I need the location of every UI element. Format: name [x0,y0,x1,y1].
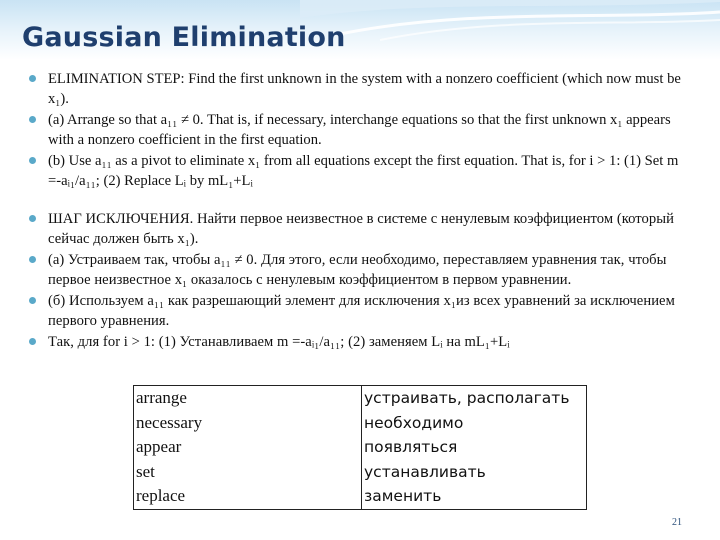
vocab-russian-word: заменить [364,487,442,505]
bullet-item [48,110,688,150]
bullet-dot-icon [29,256,36,263]
bullet-dot-icon [29,338,36,345]
bullet-text: (a) Arrange so that a₁₁ ≠ 0. That is, if necessary, interchange equations so that the first unknown x₁ appears with a nonzero coefficient in the first equation. [48,112,671,148]
bullet-item [48,291,688,331]
vocabulary-english-column [134,386,362,510]
bullet-item [48,332,688,352]
slide-title: Gaussian Elimination [22,22,346,53]
bullet-label: ШАГ ИСКЛЮЧЕНИЯ. [48,211,194,227]
bullet-item [48,69,688,109]
bullet-item [48,250,688,290]
bullet-text: Find the first unknown in the system with a nonzero coefficient (which now must be x₁). [48,71,681,107]
vocab-russian-word: устанавливать [364,462,486,481]
vocab-russian-word: устраивать, располагать [364,389,570,407]
english-bullet-list [48,69,688,192]
vocab-russian-word: необходимо [364,413,464,432]
vocab-russian-word: появляться [364,438,458,456]
bullet-dot-icon [29,75,36,82]
russian-bullet-list [48,209,688,353]
vocab-english-word: necessary [136,412,203,432]
vocab-english-word: appear [136,437,182,456]
bullet-item [48,209,688,249]
vocab-english-word: set [136,461,155,481]
bullet-item [48,151,688,191]
bullet-text: (b) Use a₁₁ as a pivot to eliminate x₁ from all equations except the first equation. That is, for i > 1: (1) Set m =-aᵢ₁/a₁₁; (2) Replace Lᵢ by mL₁+Lᵢ [48,153,679,189]
bullet-dot-icon [29,215,36,222]
bullet-dot-icon [29,116,36,123]
vocabulary-table [133,385,587,510]
bullet-text: (а) Устраиваем так, чтобы a₁₁ ≠ 0. Для этого, если необходимо, переставляем уравнения так, чтобы первое неизвестное x₁ оказалось с ненулевым коэффициентом в первом уравнении. [48,252,667,288]
vocab-english-word: arrange [136,388,187,407]
bullet-label: ELIMINATION STEP: [48,71,185,87]
vocab-english-word: replace [136,486,186,505]
bullet-text: (б) Используем a₁₁ как разрешающий элемент для исключения x₁из всех уравнений за исключением первого уравнения. [48,293,675,329]
bullet-text: Найти первое неизвестное в системе с ненулевым коэффициентом (который сейчас должен быть x₁). [48,211,674,247]
bullet-dot-icon [29,157,36,164]
page-number: 21 [672,517,682,528]
bullet-text: Так, для for i > 1: (1) Устанавливаем m =-aᵢ₁/a₁₁; (2) заменяем Lᵢ на mL₁+Lᵢ [48,334,510,350]
bullet-dot-icon [29,297,36,304]
vocabulary-russian-column [362,386,587,510]
